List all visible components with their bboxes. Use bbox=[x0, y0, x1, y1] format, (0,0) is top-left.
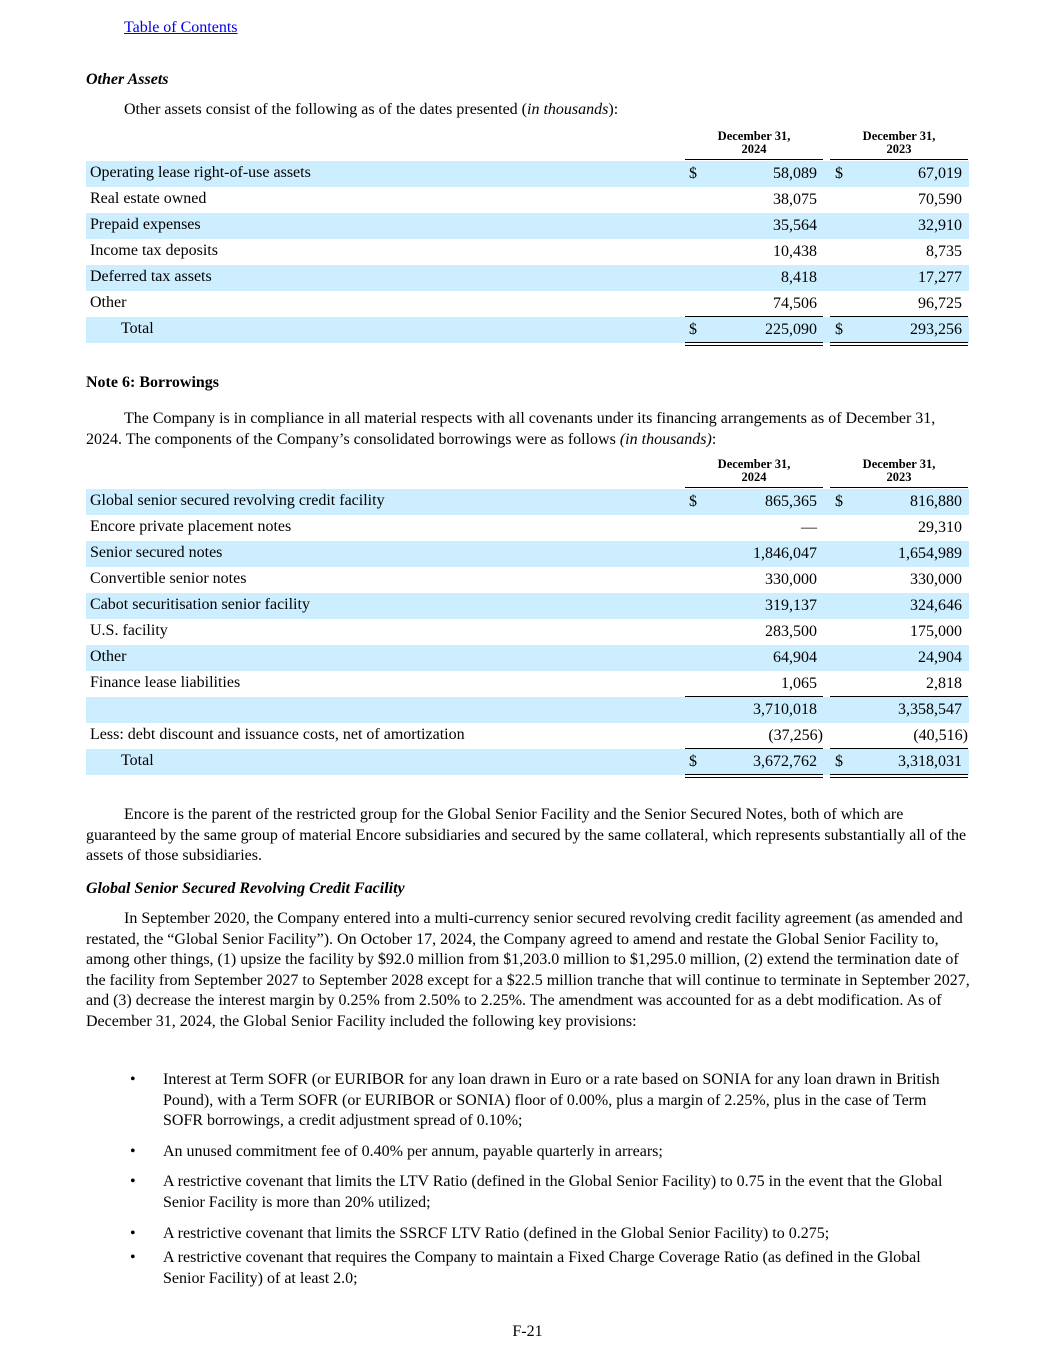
value-2023: 8,735 bbox=[926, 243, 962, 260]
table-row bbox=[86, 671, 969, 697]
value-2024: 1,846,047 bbox=[753, 545, 817, 562]
value-2024: 35,564 bbox=[773, 217, 817, 234]
page-number: F-21 bbox=[512, 1323, 543, 1340]
col-header-2024: December 31, 2024 bbox=[717, 129, 791, 156]
col-header-2024: December 31, 2024 bbox=[717, 457, 791, 484]
value-2024: 3,672,762 bbox=[753, 753, 817, 770]
value-2023: 70,590 bbox=[918, 191, 962, 208]
row-label: Operating lease right-of-use assets bbox=[90, 164, 311, 181]
value-2024: 865,365 bbox=[765, 493, 817, 510]
value-2024: 10,438 bbox=[773, 243, 817, 260]
table-row bbox=[86, 489, 969, 515]
list-item-text: A restrictive covenant that requires the Company to maintain a Fixed Charge Coverage Ratio (as defined in the Global Senior Facility) of at least 2.0; bbox=[163, 1249, 921, 1287]
row-label: Cabot securitisation senior facility bbox=[90, 596, 310, 613]
header-underline bbox=[830, 159, 968, 160]
subtotal-rule bbox=[830, 316, 968, 317]
dollar-sign: $ bbox=[689, 753, 697, 770]
value-2024: 8,418 bbox=[781, 269, 817, 286]
value-2023: 330,000 bbox=[910, 571, 962, 588]
value-2023: 96,725 bbox=[918, 295, 962, 312]
value-2023: 816,880 bbox=[910, 493, 962, 510]
total-double-rule bbox=[685, 777, 823, 778]
row-label: Other bbox=[90, 294, 127, 311]
table-row bbox=[86, 265, 969, 291]
value-2023: 24,904 bbox=[918, 649, 962, 666]
gsf-paragraph: In September 2020, the Company entered into a multi-currency senior secured revolving credit facility agreement (as amended and restated, the “Global Senior Facility”). On October 17, 2024, the Company agreed to amend and restate the Global Senior Facility to, among other things, (1) upsize the facility by $92.0 million from $1,203.0 million to $1,295.0 million, (2) extend the termination date of the facility from September 2027 to September 2028 except for a $22.5 million tranche that will continue to terminate in September 2027, and (3) decrease the interest margin by 0.25% from 2.50% to 2.25%. The amendment was accounted for as a debt modification. As of December 31, 2024, the Global Senior Facility included the following key provisions: bbox=[86, 910, 970, 1030]
table-row bbox=[86, 645, 969, 671]
table-row bbox=[86, 187, 969, 213]
value-2023: 293,256 bbox=[910, 321, 962, 338]
gsf-heading: Global Senior Secured Revolving Credit Facility bbox=[86, 880, 405, 897]
row-label: Finance lease liabilities bbox=[90, 674, 241, 691]
value-2023: 17,277 bbox=[918, 269, 962, 286]
value-2023: (40,516) bbox=[913, 727, 968, 744]
header-underline bbox=[685, 159, 823, 160]
col-header-2023: December 31, 2023 bbox=[862, 129, 936, 156]
total-double-rule bbox=[830, 774, 968, 775]
row-label: Senior secured notes bbox=[90, 544, 223, 561]
subtotal-rule bbox=[830, 696, 968, 697]
bullet-icon: • bbox=[130, 1173, 136, 1190]
bullet-icon: • bbox=[130, 1071, 136, 1088]
value-2024: 1,065 bbox=[781, 675, 817, 692]
value-2024: 64,904 bbox=[773, 649, 817, 666]
row-label: Other bbox=[90, 648, 127, 665]
value-2023: 29,310 bbox=[918, 519, 962, 536]
subtotal-rule bbox=[685, 748, 823, 749]
borrowings-heading: Note 6: Borrowings bbox=[86, 374, 220, 391]
table-of-contents-link[interactable]: Table of Contents bbox=[124, 19, 238, 36]
dollar-sign: $ bbox=[689, 165, 697, 182]
total-double-rule bbox=[830, 777, 968, 778]
row-label: Encore private placement notes bbox=[90, 518, 292, 535]
value-2024: 74,506 bbox=[773, 295, 817, 312]
value-2023: 2,818 bbox=[926, 675, 962, 692]
value-2023: 324,646 bbox=[910, 597, 962, 614]
row-label: Prepaid expenses bbox=[90, 216, 201, 233]
row-label: Less: debt discount and issuance costs, net of amortization bbox=[90, 726, 465, 743]
table-row bbox=[86, 291, 969, 317]
table-row bbox=[86, 213, 969, 239]
value-2024: 225,090 bbox=[765, 321, 817, 338]
total-double-rule bbox=[830, 342, 968, 343]
value-2024: 3,710,018 bbox=[753, 701, 817, 718]
value-2024: (37,256) bbox=[768, 727, 823, 744]
table-row bbox=[86, 619, 969, 645]
subtotal-rule bbox=[685, 316, 823, 317]
value-2023: 3,318,031 bbox=[898, 753, 962, 770]
table-row bbox=[86, 723, 969, 749]
row-label: U.S. facility bbox=[90, 622, 168, 639]
value-2024: 58,089 bbox=[773, 165, 817, 182]
other-assets-table bbox=[86, 130, 969, 345]
row-label: Total bbox=[121, 752, 154, 769]
total-double-rule bbox=[685, 342, 823, 343]
other-assets-heading: Other Assets bbox=[86, 71, 169, 88]
borrowings-table bbox=[86, 458, 969, 778]
dollar-sign: $ bbox=[689, 321, 697, 338]
total-double-rule bbox=[685, 345, 823, 346]
dollar-sign: $ bbox=[835, 493, 843, 510]
encore-paragraph: Encore is the parent of the restricted group for the Global Senior Facility and the Senior Secured Notes, both of which are guaranteed by the same group of material Encore subsidiaries and secured by the same collateral, which represents substantially all of the assets of those subsidiaries. bbox=[86, 806, 967, 864]
value-2024: — bbox=[801, 519, 817, 536]
row-label: Global senior secured revolving credit facility bbox=[90, 492, 385, 509]
total-double-rule bbox=[685, 774, 823, 775]
table-row bbox=[86, 515, 969, 541]
table-row bbox=[86, 541, 969, 567]
header-underline bbox=[830, 487, 968, 488]
table-row bbox=[86, 239, 969, 265]
table-row bbox=[86, 317, 969, 343]
list-item-text: A restrictive covenant that limits the LTV Ratio (defined in the Global Senior Facility) to 0.75 in the event that the Global Senior Facility is more than 20% utilized; bbox=[163, 1173, 943, 1211]
borrowings-intro: The Company is in compliance in all material respects with all covenants under its financing arrangements as of December 31, 2024. The components of the Company’s consolidated borrowings were as follows (in thousands): bbox=[86, 410, 936, 448]
row-label: Real estate owned bbox=[90, 190, 207, 207]
table-row bbox=[86, 697, 969, 723]
table-row bbox=[86, 749, 969, 775]
value-2024: 319,137 bbox=[765, 597, 817, 614]
dollar-sign: $ bbox=[689, 493, 697, 510]
value-2024: 283,500 bbox=[765, 623, 817, 640]
table-row bbox=[86, 593, 969, 619]
row-label: Convertible senior notes bbox=[90, 570, 247, 587]
table-row bbox=[86, 567, 969, 593]
row-label: Income tax deposits bbox=[90, 242, 218, 259]
col-header-2023: December 31, 2023 bbox=[862, 457, 936, 484]
dollar-sign: $ bbox=[835, 165, 843, 182]
list-item-text: Interest at Term SOFR (or EURIBOR for any loan drawn in Euro or a rate based on SONIA for any loan drawn in British Pound), with a Term SOFR (or EURIBOR or SONIA) floor of 0.00%, plus a margin of 2.25%, plus in the case of Term SOFR borrowings, a credit adjustment spread of 0.10%; bbox=[163, 1071, 940, 1129]
bullet-icon: • bbox=[130, 1225, 136, 1242]
row-label: Total bbox=[121, 320, 154, 337]
value-2024: 330,000 bbox=[765, 571, 817, 588]
value-2023: 67,019 bbox=[918, 165, 962, 182]
row-label: Deferred tax assets bbox=[90, 268, 212, 285]
value-2023: 1,654,989 bbox=[898, 545, 962, 562]
value-2023: 3,358,547 bbox=[898, 701, 962, 718]
other-assets-intro: Other assets consist of the following as of the dates presented (in thousands): bbox=[124, 101, 619, 118]
value-2023: 175,000 bbox=[910, 623, 962, 640]
bullet-icon: • bbox=[130, 1143, 136, 1160]
value-2023: 32,910 bbox=[918, 217, 962, 234]
list-item-text: A restrictive covenant that limits the SSRCF LTV Ratio (defined in the Global Senior Facility) to 0.275; bbox=[163, 1225, 830, 1242]
subtotal-rule bbox=[830, 748, 968, 749]
value-2024: 38,075 bbox=[773, 191, 817, 208]
header-underline bbox=[685, 487, 823, 488]
dollar-sign: $ bbox=[835, 321, 843, 338]
table-row bbox=[86, 161, 969, 187]
total-double-rule bbox=[830, 345, 968, 346]
subtotal-rule bbox=[685, 696, 823, 697]
bullet-icon: • bbox=[130, 1249, 136, 1266]
list-item-text: An unused commitment fee of 0.40% per annum, payable quarterly in arrears; bbox=[163, 1143, 663, 1160]
dollar-sign: $ bbox=[835, 753, 843, 770]
